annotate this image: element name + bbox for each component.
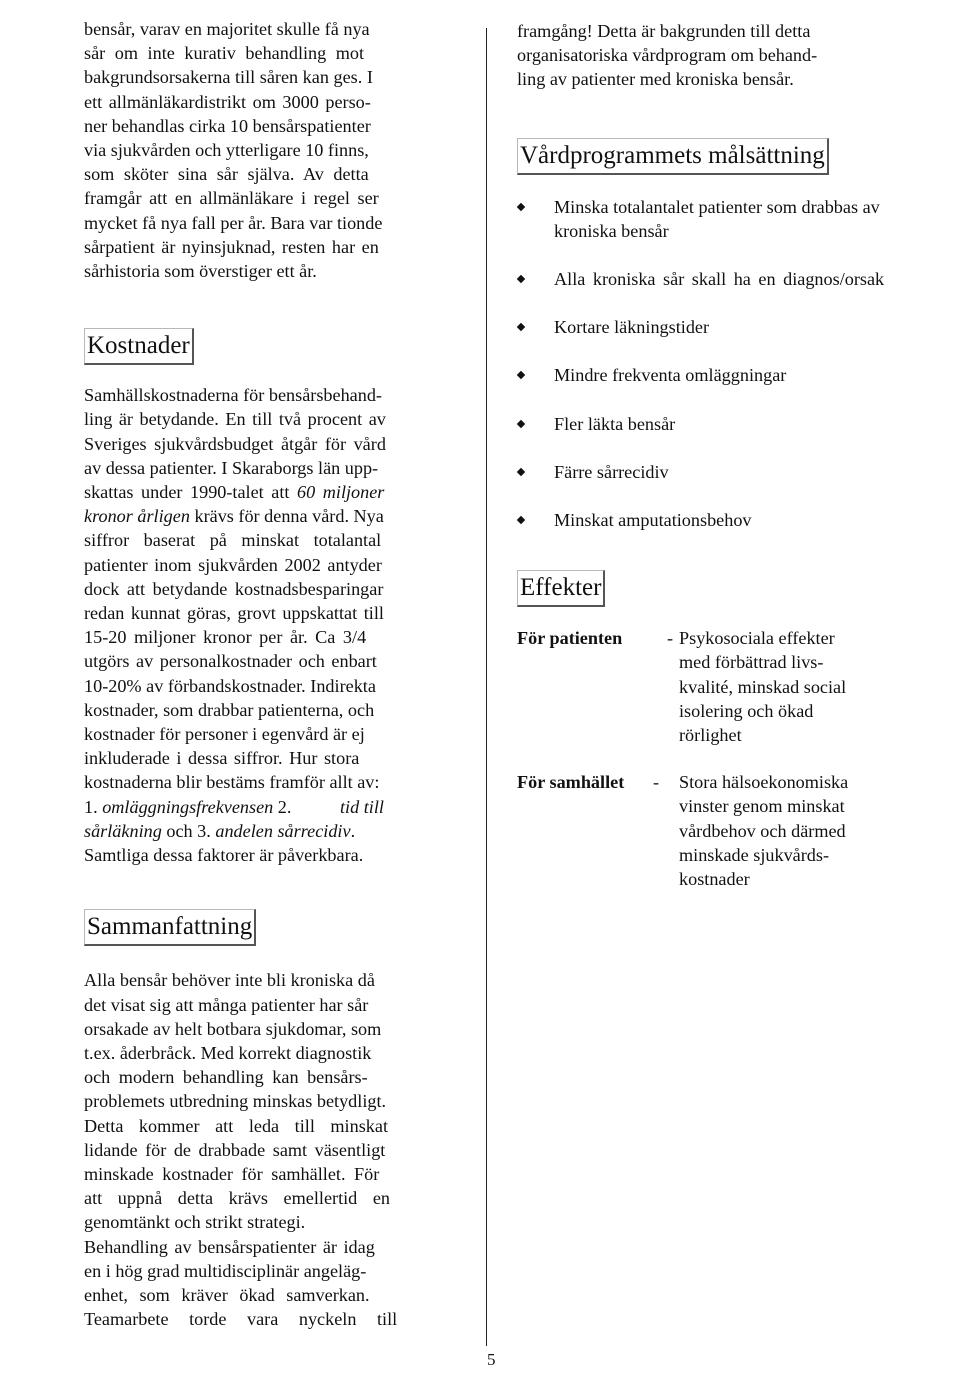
factor-3: andelen sårrecidiv	[215, 820, 351, 841]
italic-amount: kronor årligen	[84, 506, 190, 527]
italic-amount: 60 miljoner	[297, 482, 385, 503]
text-line: Minska totalantalet patienter som drabbas av	[554, 196, 880, 217]
text-line: inkluderade i dessa siffror. Hur stora	[84, 748, 360, 769]
text-line: och modern behandling kan bensårs-	[84, 1067, 368, 1088]
sammanfattning-paragraph	[84, 968, 434, 1331]
text-line: Alla kroniska sår skall ha en diagnos/orsak	[554, 269, 885, 290]
list-item	[517, 267, 941, 291]
text-line: orsakade av helt botbara sjukdomar, som	[84, 1018, 382, 1039]
factor-1: omläggningsfrekvensen	[102, 796, 274, 817]
goals-list	[517, 195, 941, 533]
sammanfattning-heading: Sammanfattning	[84, 909, 256, 946]
list-item	[517, 195, 941, 243]
text-line: Behandling av bensårspatienter är idag	[84, 1236, 375, 1257]
text-line	[84, 819, 434, 843]
effects-heading: Effekter	[517, 570, 605, 607]
text-segment: 2.	[273, 796, 296, 817]
text-line: Samhällskostnaderna för bensårsbehand-	[84, 385, 382, 406]
column-divider	[486, 28, 487, 1346]
text-line: bensår, varav en majoritet skulle få nya	[84, 19, 370, 39]
text-line: med förbättrad livs-	[679, 652, 824, 673]
text-segment: och 3.	[161, 820, 216, 841]
text-line: Teamarbete torde vara nyckeln till	[84, 1309, 398, 1330]
text-line: Fler läkta bensår	[554, 413, 676, 434]
text-line: Minskat amputationsbehov	[554, 510, 752, 531]
text-line: utgörs av personalkostnader och enbart	[84, 651, 377, 672]
text-segment: krävs för denna vård. Nya	[189, 506, 384, 527]
text-line	[84, 504, 434, 528]
text-line: redan kunnat göras, grovt uppskattat till	[84, 603, 384, 624]
text-line: en i hög grad multidisciplinär angeläg-	[84, 1260, 367, 1281]
bullet-diamond-icon	[517, 202, 525, 210]
left-column	[84, 17, 434, 1331]
text-line: kostnader	[679, 869, 750, 890]
patient-label: För patienten	[517, 628, 623, 649]
text-line: vårdbehov och därmed	[679, 820, 846, 841]
text-line: bakgrundsorsakerna till såren kan ges. I	[84, 67, 373, 88]
patient-dash: -	[667, 628, 674, 649]
text-line: mycket få nya fall per år. Bara var tionde	[84, 212, 383, 233]
kostnader-paragraph	[84, 383, 434, 867]
page-number: 5	[487, 1350, 496, 1369]
text-line: t.ex. åderbråck. Med korrekt diagnostik	[84, 1042, 372, 1063]
society-effects	[679, 770, 939, 891]
text-line: Sveriges sjukvårdsbudget åtgår för vård	[84, 433, 386, 454]
bullet-diamond-icon	[517, 468, 525, 476]
text-segment: 1.	[84, 796, 103, 817]
effects-table	[517, 626, 941, 926]
list-item	[517, 412, 941, 436]
text-line: via sjukvården och ytterligare 10 finns,	[84, 140, 369, 161]
bullet-diamond-icon	[517, 323, 525, 331]
text-line: ling är betydande. En till två procent av	[84, 409, 386, 430]
factor-2: tid till	[339, 796, 384, 817]
intro-paragraph-right	[517, 19, 941, 92]
factor-2-cont: sårläkning	[84, 820, 162, 841]
text-line: dock att betydande kostnadsbesparingar	[84, 578, 384, 599]
text-line: ling av patienter med kroniska bensår.	[517, 69, 794, 90]
text-line: det visat sig att många patienter har sår	[84, 994, 369, 1015]
patient-effects	[679, 626, 939, 747]
text-line: organisatoriska vårdprogram om behand-	[517, 45, 818, 66]
text-line: framgång! Detta är bakgrunden till detta	[517, 21, 811, 41]
text-line: problemets utbredning minskas betydligt.	[84, 1091, 387, 1112]
text-line: patienter inom sjukvården 2002 antyder	[84, 554, 382, 575]
society-dash: -	[653, 772, 660, 793]
text-line: kvalité, minskad social	[679, 676, 847, 697]
intro-paragraph	[84, 17, 434, 283]
text-line: av dessa patienter. I Skaraborgs län upp-	[84, 457, 379, 478]
text-line: Kortare läkningstider	[554, 317, 710, 338]
right-column	[517, 19, 941, 926]
list-item	[517, 315, 941, 339]
text-line: 10-20% av förbandskostnader. Indirekta	[84, 675, 376, 696]
text-line: lidande för de drabbade samt väsentligt	[84, 1139, 386, 1160]
text-line: Samtliga dessa faktorer är påverkbara.	[84, 845, 364, 866]
text-line: minskade kostnader för samhället. För	[84, 1163, 380, 1184]
list-item	[517, 363, 941, 387]
text-line: framgår att en allmänläkare i regel ser	[84, 188, 379, 209]
text-line: ett allmänläkardistrikt om 3000 perso-	[84, 91, 371, 112]
text-line: enhet, som kräver ökad samverkan.	[84, 1284, 370, 1305]
text-segment: .	[350, 820, 356, 841]
text-line: kostnaderna blir bestäms framför allt av:	[84, 772, 380, 793]
text-line: rörlighet	[679, 725, 742, 746]
kostnader-heading: Kostnader	[84, 328, 194, 365]
text-line: sår om inte kurativ behandling mot	[84, 43, 365, 64]
text-line: isolering och ökad	[679, 700, 814, 721]
bullet-diamond-icon	[517, 371, 525, 379]
text-line: som sköter sina sår själva. Av detta	[84, 164, 369, 185]
text-line: siffror baserat på minskat totalantal	[84, 530, 382, 551]
bullet-diamond-icon	[517, 419, 525, 427]
text-line: kostnader för personer i egenvård är ej	[84, 724, 365, 745]
text-line: ner behandlas cirka 10 bensårspatienter	[84, 115, 371, 136]
text-line: Mindre frekventa omläggningar	[554, 365, 787, 386]
text-line: vinster genom minskat	[679, 796, 845, 817]
text-line: att uppnå detta krävs emellertid en	[84, 1188, 390, 1209]
goals-heading: Vårdprogrammets målsättning	[517, 138, 829, 175]
bullet-diamond-icon	[517, 275, 525, 283]
text-line	[84, 480, 434, 504]
text-line: Färre sårrecidiv	[554, 461, 669, 482]
text-line: sårhistoria som överstiger ett år.	[84, 261, 317, 282]
bullet-diamond-icon	[517, 516, 525, 524]
text-line: kroniska bensår	[554, 220, 669, 241]
text-line	[84, 795, 434, 819]
text-line: genomtänkt och strikt strategi.	[84, 1212, 306, 1233]
text-line: minskade sjukvårds-	[679, 844, 830, 865]
text-line: Psykosociala effekter	[679, 628, 835, 649]
text-line: Detta kommer att leda till minskat	[84, 1115, 389, 1136]
society-label: För samhället	[517, 772, 625, 793]
text-line: sårpatient är nyinsjuknad, resten har en	[84, 236, 379, 257]
text-segment: skattas under 1990-talet att	[84, 482, 298, 503]
text-line: Alla bensår behöver inte bli kroniska då	[84, 970, 375, 991]
text-line: 15-20 miljoner kronor per år. Ca 3/4	[84, 627, 367, 648]
list-item	[517, 460, 941, 484]
list-item	[517, 508, 941, 532]
text-line: Stora hälsoekonomiska	[679, 772, 849, 793]
text-line: kostnader, som drabbar patienterna, och	[84, 699, 375, 720]
